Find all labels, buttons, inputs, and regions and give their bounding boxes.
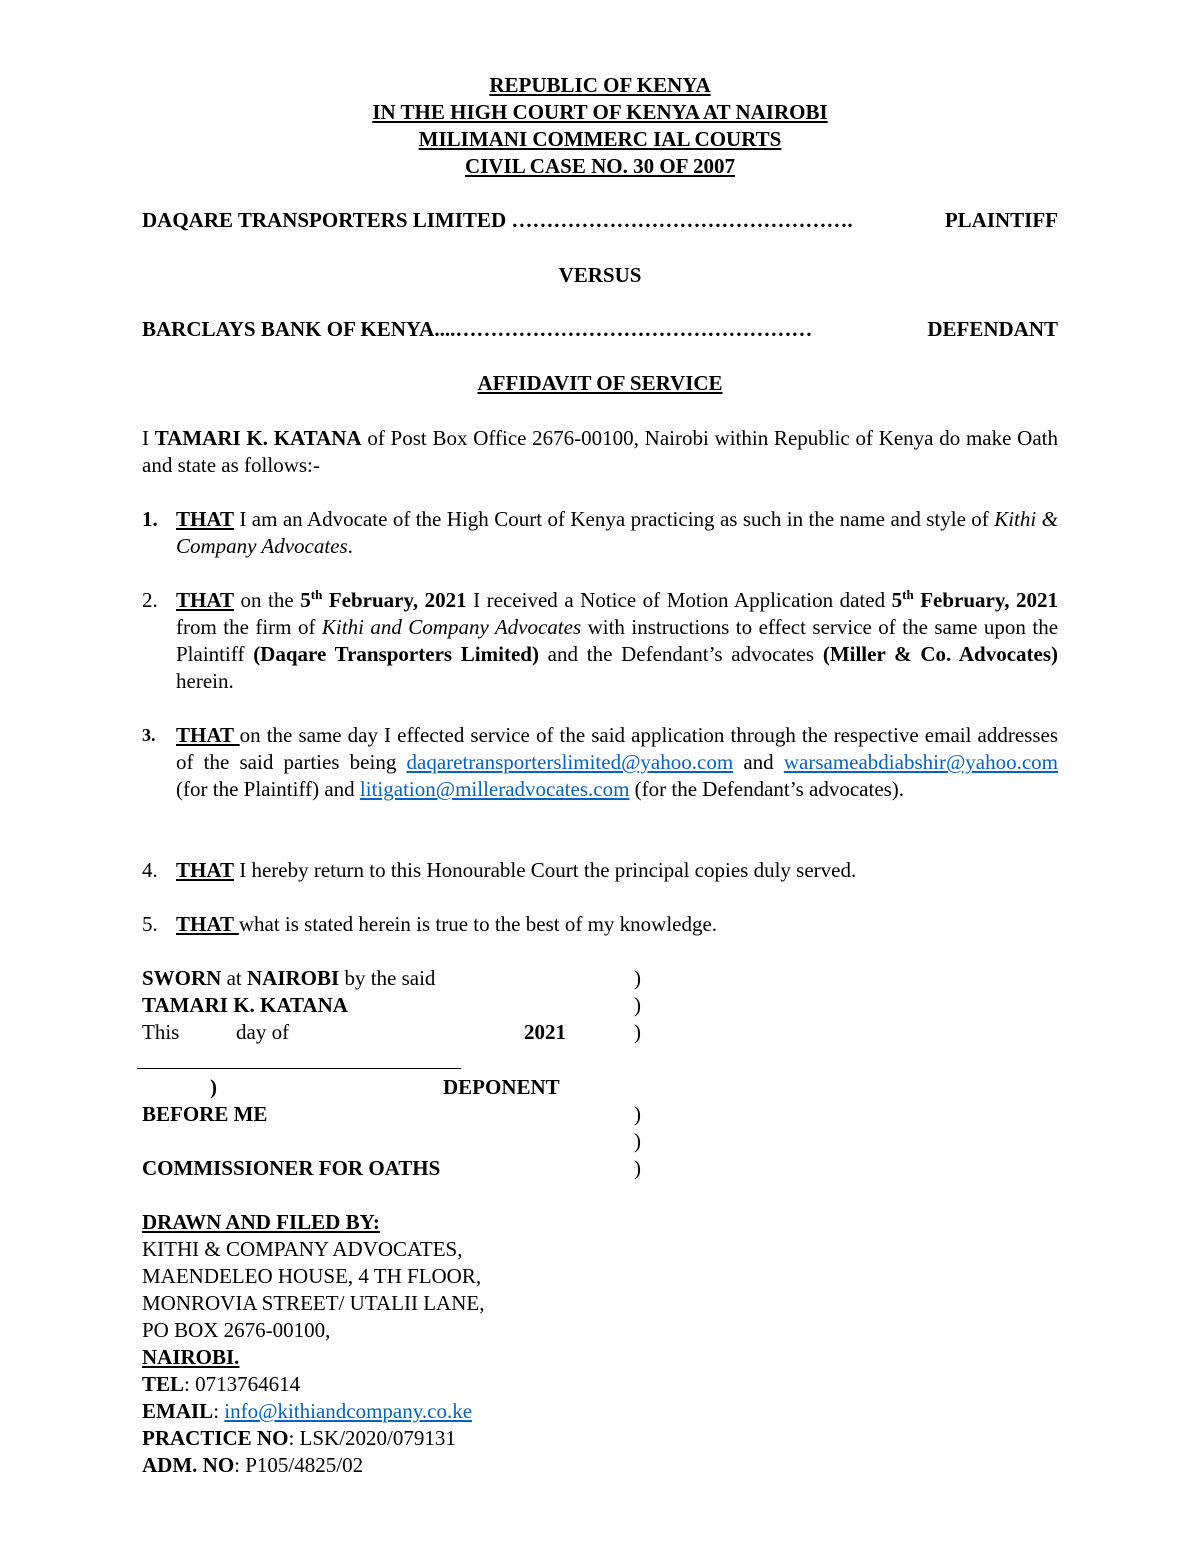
date-application bbox=[892, 588, 1058, 612]
that-label: THAT bbox=[176, 507, 234, 531]
text-segment: (for the Defendant’s advocates). bbox=[629, 777, 905, 801]
document-title: AFFIDAVIT OF SERVICE bbox=[477, 371, 723, 395]
sworn-label: SWORN bbox=[142, 966, 222, 990]
firm-name: Kithi and Company Advocates bbox=[321, 615, 582, 639]
intro-prefix: I bbox=[142, 426, 155, 450]
jurat-sworn-line bbox=[142, 965, 662, 992]
paragraph-body: I am an Advocate of the High Court of Kenya practicing as such in the name and style of bbox=[233, 507, 995, 531]
before-me-label: BEFORE ME bbox=[142, 1102, 268, 1126]
tel-value: : 0713764614 bbox=[184, 1372, 301, 1396]
paren: ) bbox=[634, 993, 641, 1017]
firm-address-line: KITHI & COMPANY ADVOCATES, bbox=[142, 1237, 463, 1261]
jurat-year: 2021 bbox=[524, 1020, 566, 1044]
defendant-role: DEFENDANT bbox=[927, 317, 1058, 341]
email-link-defendant[interactable]: litigation@milleradvocates.com bbox=[359, 777, 630, 801]
paragraph-text bbox=[176, 587, 1058, 695]
paragraph-text bbox=[176, 722, 1058, 803]
header-republic: REPUBLIC OF KENYA bbox=[489, 73, 711, 97]
that-label: THAT bbox=[176, 858, 234, 882]
text-segment: : bbox=[213, 1399, 225, 1423]
plaintiff-role: PLAINTIFF bbox=[944, 208, 1058, 232]
text-segment: by the said bbox=[339, 966, 436, 990]
header-case-number: CIVIL CASE NO. 30 OF 2007 bbox=[465, 154, 735, 178]
practice-value: : LSK/2020/079131 bbox=[288, 1426, 456, 1450]
text-segment: and bbox=[733, 750, 784, 774]
firm-city: NAIROBI. bbox=[142, 1345, 240, 1369]
plaintiff-ref: (Daqare Transporters Limited) bbox=[253, 642, 539, 666]
paragraph-body: I hereby return to this Honourable Court the principal copies duly served. bbox=[233, 858, 857, 882]
paragraph-1 bbox=[142, 506, 1058, 560]
signature-line bbox=[137, 1068, 461, 1069]
that-label: THAT bbox=[176, 588, 234, 612]
defendant-name: BARCLAYS BANK OF KENYA bbox=[142, 317, 435, 341]
email-link-plaintiff-2[interactable]: warsameabdiabshir@yahoo.com bbox=[783, 750, 1059, 774]
paragraph-text bbox=[176, 506, 1058, 560]
defendant-line bbox=[142, 316, 1058, 343]
text-segment: (for the Plaintiff) and bbox=[176, 777, 360, 801]
practice-label: PRACTICE NO bbox=[142, 1426, 289, 1450]
firm-adm-no bbox=[142, 1452, 363, 1479]
paragraph-number: 4. bbox=[142, 858, 158, 882]
defendant-dots: ....…………………………………………… bbox=[434, 317, 813, 341]
day-of-label: day of bbox=[236, 1020, 290, 1044]
deponent-name: TAMARI K. KATANA bbox=[154, 426, 362, 450]
adm-value: : P105/4825/02 bbox=[234, 1453, 364, 1477]
paragraph-5 bbox=[142, 911, 1058, 938]
date-rest: February, 2021 bbox=[913, 588, 1058, 612]
paragraph-number: 5. bbox=[142, 912, 158, 936]
intro-paragraph bbox=[142, 425, 1058, 479]
paragraph-number: 1. bbox=[142, 507, 158, 531]
paragraph-number: 3. bbox=[142, 725, 156, 745]
paren: ) bbox=[634, 1156, 641, 1180]
paren: ) bbox=[634, 1102, 641, 1126]
date-day: 5 bbox=[300, 588, 311, 612]
paren: ) bbox=[634, 1129, 641, 1153]
firm-address-line: PO BOX 2676-00100, bbox=[142, 1318, 331, 1342]
paragraph-2 bbox=[142, 587, 1058, 695]
this-label: This bbox=[142, 1020, 180, 1044]
header-court: IN THE HIGH COURT OF KENYA AT NAIROBI bbox=[372, 100, 828, 124]
paren: ) bbox=[210, 1075, 217, 1099]
sworn-place: NAIROBI bbox=[247, 966, 340, 990]
text-segment: herein. bbox=[176, 669, 234, 693]
that-label: THAT bbox=[176, 723, 240, 747]
commissioner-label: COMMISSIONER FOR OATHS bbox=[142, 1156, 441, 1180]
text-segment: on the bbox=[233, 588, 301, 612]
text-segment: with instructions to effect service of the same upon the Plaintiff bbox=[176, 615, 1059, 666]
paragraph-4 bbox=[142, 857, 1058, 884]
jurat-deponent-name: TAMARI K. KATANA bbox=[142, 993, 348, 1017]
date-suffix: th bbox=[902, 587, 914, 602]
firm-address-line: MONROVIA STREET/ UTALII LANE, bbox=[142, 1291, 485, 1315]
firm-email-link[interactable]: info@kithiandcompany.co.ke bbox=[224, 1399, 473, 1423]
plaintiff-line bbox=[142, 207, 1058, 234]
email-label: EMAIL bbox=[142, 1399, 214, 1423]
date-suffix: th bbox=[310, 587, 323, 602]
paragraph-text bbox=[176, 857, 1058, 884]
date-rest: February, 2021 bbox=[322, 588, 467, 612]
firm-tel bbox=[142, 1371, 300, 1398]
text-segment: at bbox=[221, 966, 248, 990]
text-segment: I received a Notice of Motion Application dated bbox=[466, 588, 892, 612]
firm-address-line: MAENDELEO HOUSE, 4 TH FLOOR, bbox=[142, 1264, 482, 1288]
paragraph-body: what is stated herein is true to the best of my knowledge. bbox=[238, 912, 718, 936]
tel-label: TEL bbox=[142, 1372, 185, 1396]
advocates-ref: (Miller & Co. Advocates) bbox=[822, 642, 1058, 666]
paren: ) bbox=[634, 1020, 641, 1044]
email-link-plaintiff-1[interactable]: daqaretransporterslimited@yahoo.com bbox=[406, 750, 734, 774]
text-segment: from the firm of bbox=[176, 615, 322, 639]
firm-practice-no bbox=[142, 1425, 456, 1452]
intro-text: of Post Box Office 2676-00100, Nairobi within Republic of Kenya do make Oath and state as follows:- bbox=[142, 426, 1058, 477]
that-label: THAT bbox=[176, 912, 239, 936]
firm-name: Kithi & Company Advocates bbox=[176, 507, 1058, 558]
paragraph-number: 2. bbox=[142, 588, 158, 612]
paren: ) bbox=[634, 966, 641, 990]
text-segment: on the same day I effected service of the said application through the respective email addresses of the said parties being bbox=[176, 723, 1058, 774]
deponent-label: DEPONENT bbox=[443, 1075, 560, 1099]
jurat-date-line bbox=[142, 1019, 662, 1046]
date-day: 5 bbox=[891, 588, 903, 612]
plaintiff-dots: …………………………………………. bbox=[511, 208, 853, 232]
adm-label: ADM. NO bbox=[142, 1453, 235, 1477]
text-segment: and the Defendant’s advocates bbox=[538, 642, 823, 666]
drawn-heading: DRAWN AND FILED BY: bbox=[142, 1210, 380, 1234]
paragraph-text bbox=[176, 911, 1058, 938]
date-received bbox=[300, 588, 466, 612]
versus-label: VERSUS bbox=[558, 263, 642, 287]
plaintiff-name: DAQARE TRANSPORTERS LIMITED bbox=[142, 208, 507, 232]
firm-email bbox=[142, 1398, 472, 1425]
header-division: MILIMANI COMMERC IAL COURTS bbox=[418, 127, 782, 151]
paragraph-end: . bbox=[347, 534, 353, 558]
paragraph-3 bbox=[142, 722, 1058, 803]
